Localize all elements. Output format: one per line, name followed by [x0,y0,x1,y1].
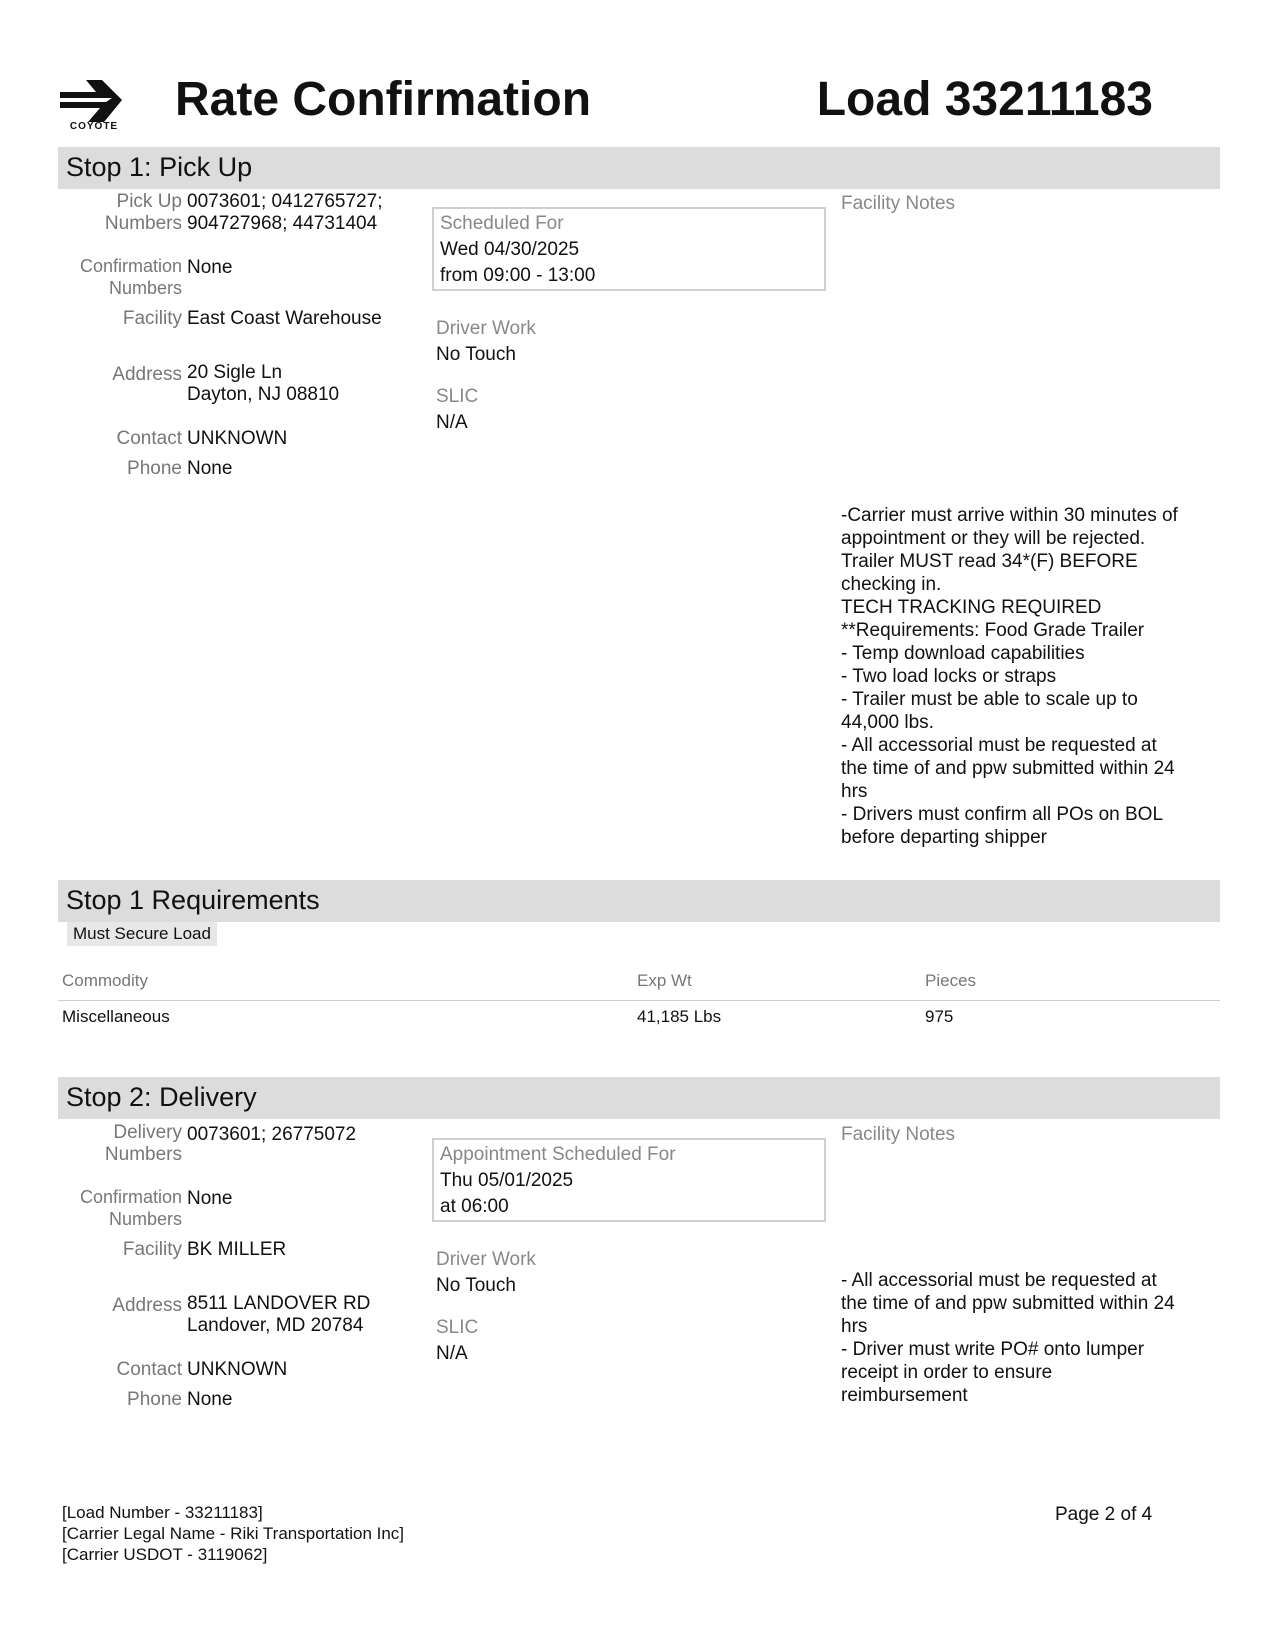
address-label: Address [112,364,182,385]
delivery-numbers-value: 0073601; 26775072 [187,1124,357,1145]
stop1-heading: Stop 1: Pick Up [66,152,253,182]
facility-value-2: BK MILLER [187,1239,287,1260]
appointment-label: Appointment Scheduled For [440,1144,676,1165]
address-value-2: 8511 LANDOVER RD Landover, MD 20784 [187,1293,371,1336]
phone-label-2: Phone [127,1389,182,1410]
commodity-cell: Miscellaneous [62,1007,170,1026]
stop2-heading: Stop 2: Delivery [66,1082,257,1112]
confirmation-numbers-value-2: None [187,1188,233,1209]
driver-work-value: No Touch [436,344,516,365]
slic-value: N/A [436,412,468,433]
driver-work-label: Driver Work [436,318,536,339]
driver-work-label-2: Driver Work [436,1249,536,1270]
contact-value: UNKNOWN [187,428,288,449]
pieces-header: Pieces [925,971,977,990]
appointment-box [432,1138,826,1222]
scheduled-date: Wed 04/30/2025 [440,239,580,260]
confirmation-numbers-value: None [187,257,233,278]
stop1-header-bar [58,147,1220,189]
address-value: 20 Sigle Ln Dayton, NJ 08810 [187,362,340,405]
facility-notes-text-2: - All accessorial must be requested at the time of and ppw submitted within 24 hrs - Driver must write PO# onto lumper receipt in order to ensure reimbursement [841,1270,1175,1406]
exp-wt-header: Exp Wt [637,971,692,990]
delivery-numbers-label: Delivery Numbers [104,1122,182,1165]
page-number: Page 2 of 4 [1055,1504,1153,1525]
confirmation-numbers-label-2: Confirmation Numbers [79,1187,182,1229]
table-divider [58,1000,1220,1001]
scheduled-for-label: Scheduled For [440,213,564,234]
facility-value: East Coast Warehouse [187,308,382,329]
address-label-2: Address [112,1295,182,1316]
slic-label: SLIC [436,386,479,407]
requirement-tag: Must Secure Load [67,922,217,946]
contact-label-2: Contact [116,1359,182,1380]
contact-value-2: UNKNOWN [187,1359,288,1380]
slic-value-2: N/A [436,1343,468,1364]
pickup-numbers-label: Pick Up Numbers [104,191,182,234]
commodity-header: Commodity [62,971,148,990]
facility-notes-label-2: Facility Notes [841,1124,956,1145]
facility-label: Facility [122,308,182,329]
exp-wt-cell: 41,185 Lbs [637,1007,722,1026]
load-number-title: Load 33211183 [816,73,1153,126]
confirmation-numbers-label: Confirmation Numbers [79,256,182,298]
slic-label-2: SLIC [436,1317,479,1338]
scheduled-for-box [432,207,826,291]
phone-value: None [187,458,233,479]
logo-text: COYOTE [69,121,119,132]
pickup-numbers-value: 0073601; 0412765727; 904727968; 44731404 [187,191,383,234]
facility-notes-text: -Carrier must arrive within 30 minutes of appointment or they will be rejected. Trailer MUST read 34*(F) BEFORE checking in. TECH TRACKING REQUIRED **Requirements: Food Grade Trailer - Temp download capabilities - Two load locks or straps - Trailer must be able to scale up to 44,000 lbs. - All accessorial must be requested at the time of and ppw submitted within 24 hrs - Drivers must confirm all POs on BOL before departing shipper [841,505,1178,848]
requirements-header-bar [58,880,1220,922]
scheduled-time: from 09:00 - 13:00 [440,265,596,286]
phone-value-2: None [187,1389,233,1410]
driver-work-value-2: No Touch [436,1275,516,1296]
facility-notes-label: Facility Notes [841,193,956,214]
footer-carrier-info: [Load Number - 33211183] [Carrier Legal Name - Riki Transportation Inc] [Carrier USDOT - 3119062] [62,1503,405,1564]
facility-label-2: Facility [122,1239,182,1260]
pieces-cell: 975 [925,1007,954,1026]
stop2-header-bar [58,1077,1220,1119]
page-title: Rate Confirmation [175,73,592,126]
appointment-time: at 06:00 [440,1196,509,1217]
appointment-date: Thu 05/01/2025 [440,1170,574,1191]
contact-label: Contact [116,428,182,449]
phone-label: Phone [127,458,182,479]
requirements-heading: Stop 1 Requirements [66,885,320,915]
